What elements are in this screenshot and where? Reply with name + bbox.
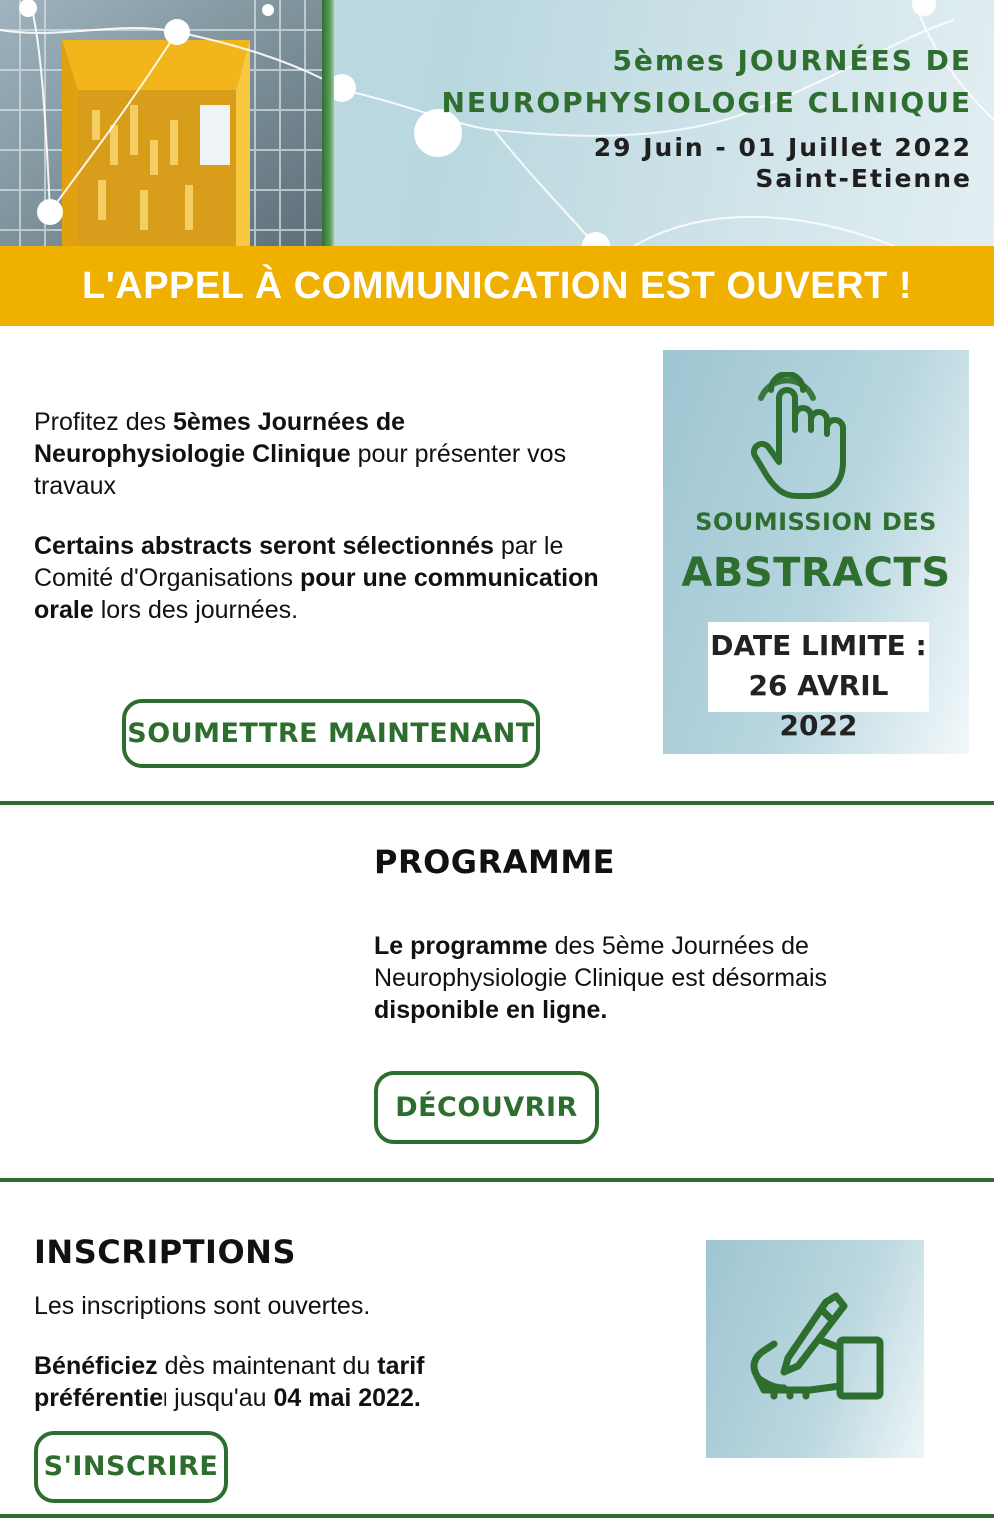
call-p2-bold-2: pour une communication orale [34,564,599,624]
building-illustration [0,0,322,246]
ins-p2-bold-1: Bénéficiez [34,1352,158,1380]
ins-p2-bold-2: tarif préférentie [34,1352,425,1412]
call-paragraph-1 [34,406,604,502]
abstracts-card-line1: SOUMISSION DES [695,508,937,536]
register-button[interactable]: S'INSCRIRE [34,1431,228,1503]
ins-p2-bold-date: 04 mai 2022 [273,1384,414,1412]
section-divider-2 [0,1178,994,1182]
programme-paragraph [374,930,914,1026]
abstracts-card-line2: ABSTRACTS [681,550,951,596]
call-p1-text-end: pour présenter vos travaux [34,440,567,500]
call-paragraph-2 [34,530,634,626]
inscriptions-paragraph-2 [34,1350,504,1416]
call-p2-bold-1: Certains abstracts seront sélectionnés [34,532,494,560]
ins-p2-small-l: l [163,1390,168,1410]
header-title-line2: NEUROPHYSIOLOGIE CLINIQUE [441,86,972,119]
ins-p2-period: . [413,1384,421,1412]
section-divider-1 [0,801,994,805]
call-open-banner: L'APPEL À COMMUNICATION EST OUVERT ! [0,246,994,326]
section-divider-3 [0,1514,994,1518]
programme-p-bold-1: Le programme [374,932,548,960]
ins-p2-text-2: jusqu'au [167,1384,274,1412]
inscriptions-paragraph-1: Les inscriptions sont ouvertes. [34,1292,371,1320]
deadline-line2: 26 AVRIL 2022 [748,669,889,742]
programme-p-text: des 5ème Journées de Neurophysiologie Clinique est désormais [374,932,828,992]
green-strip [322,0,334,246]
header-dates: 29 Juin - 01 Juillet 2022 [593,133,972,162]
call-p1-text: Profitez des [34,408,173,436]
discover-button[interactable]: DÉCOUVRIR [374,1071,599,1144]
inscriptions-title: INSCRIPTIONS [34,1233,296,1271]
network-decoration [334,0,994,246]
programme-p-bold-2: disponible en ligne. [374,996,608,1024]
header-city: Saint-Etienne [755,164,972,193]
call-p2-text-1: par le Comité d'Organisations [34,532,564,592]
writing-hand-icon [744,1292,889,1407]
submit-now-button[interactable]: SOUMETTRE MAINTENANT [122,699,540,768]
abstracts-submission-card[interactable] [663,350,969,754]
deadline-box [708,622,929,742]
header-title-line1: 5èmes JOURNÉES DE [612,44,972,77]
call-p2-text-2: lors des journées. [93,596,299,624]
pointing-hand-icon [751,372,866,502]
programme-title: PROGRAMME [374,843,616,881]
building-photo [0,0,322,246]
deadline-line1: DATE LIMITE : [710,629,927,662]
inscriptions-card [706,1240,924,1458]
header-banner [0,0,994,246]
call-p1-bold: 5èmes Journées de Neurophysiologie Clinique [34,408,406,468]
ins-p2-text-1: dès maintenant du [157,1352,378,1380]
